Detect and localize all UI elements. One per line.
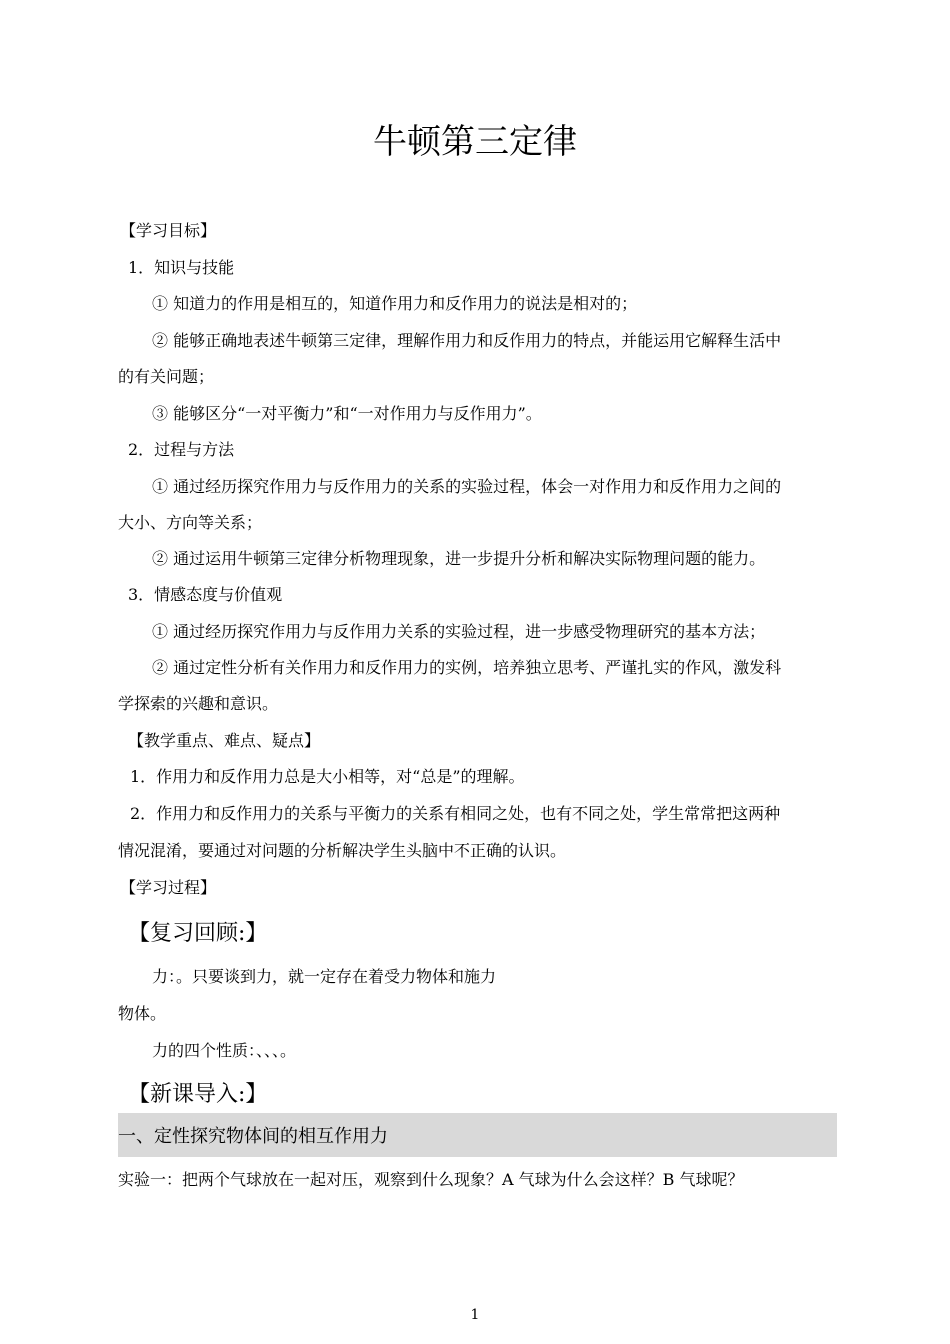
key-point-item: 1．作用力和反作用力总是大小相等，对“总是”的理解。	[130, 767, 525, 786]
objective-item: ① 通过经历探究作用力与反作用力关系的实验过程，进一步感受物理研究的基本方法；	[152, 622, 766, 641]
section-heading-key-points: 【教学重点、难点、疑点】	[128, 731, 321, 750]
experiment-text: 实验一：把两个气球放在一起对压，观察到什么现象？A 气球为什么会这样？B 气球呢？	[118, 1170, 744, 1189]
review-text: 力：。只要谈到力，就一定存在着受力物体和施力	[152, 967, 497, 986]
key-point-item-continued: 情况混淆，要通过对问题的分析解决学生头脑中不正确的认识。	[118, 841, 567, 860]
section-heading-process: 【学习过程】	[120, 878, 217, 897]
page-title: 牛顿第三定律	[373, 122, 577, 162]
review-text-continued: 物体。	[118, 1004, 167, 1023]
objective-item-continued: 大小、方向等关系；	[118, 513, 263, 532]
objective-item: ② 能够正确地表述牛顿第三定律，理解作用力和反作用力的特点，并能运用它解释生活中	[152, 331, 782, 350]
section-heading-objectives: 【学习目标】	[120, 221, 217, 240]
review-heading: 【复习回顾:】	[128, 921, 268, 946]
review-text: 力的四个性质：、、、。	[152, 1041, 297, 1060]
objective-item: ① 知道力的作用是相互的，知道作用力和反作用力的说法是相对的；	[152, 294, 638, 313]
page-number: 1	[470, 1307, 480, 1323]
objective-item: ② 通过运用牛顿第三定律分析物理现象，进一步提升分析和解决实际物理问题的能力。	[152, 549, 766, 568]
objective-item-continued: 学探索的兴趣和意识。	[118, 694, 279, 713]
subheading-process: 2．过程与方法	[128, 440, 235, 459]
subheading-knowledge: 1．知识与技能	[128, 258, 235, 277]
objective-item: ② 通过定性分析有关作用力和反作用力的实例，培养独立思考、严谨扎实的作风，激发科	[152, 658, 782, 677]
objective-item: ① 通过经历探究作用力与反作用力的关系的实验过程，体会一对作用力和反作用力之间的	[152, 477, 782, 496]
objective-item-continued: 的有关问题；	[118, 367, 215, 386]
objective-item: ③ 能够区分“一对平衡力”和“一对作用力与反作用力”。	[152, 404, 542, 423]
new-lesson-heading: 【新课导入:】	[128, 1082, 268, 1107]
key-point-item: 2．作用力和反作用力的关系与平衡力的关系有相同之处，也有不同之处，学生常常把这两种	[130, 804, 781, 823]
subheading-attitude: 3．情感态度与价值观	[128, 585, 283, 604]
lesson-section-heading: 一、定性探究物体间的相互作用力	[118, 1126, 388, 1147]
